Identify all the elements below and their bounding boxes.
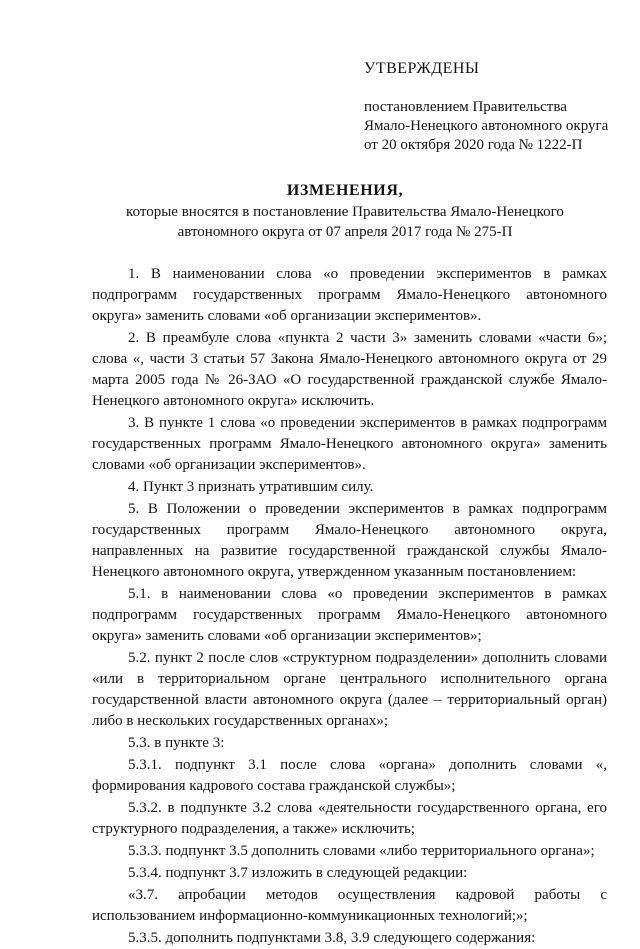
paragraph: 5.3.2. в подпункте 3.2 слова «деятельности государственного органа, его структурного подразделения, а также» исключить;: [92, 800, 607, 837]
document-title: ИЗМЕНЕНИЯ,: [286, 182, 404, 199]
paragraph: 5.3.5. дополнить подпунктами 3.8, 3.9 следующего содержания:: [128, 930, 536, 946]
approval-block: [364, 58, 624, 155]
paragraph: 5.3. в пункте 3:: [128, 735, 225, 751]
paragraph: 5.2. пункт 2 после слов «структурном подразделении» дополнить словами «или в территориальном органе центрального исполнительного органа государственной власти автономного округа (далее – территориальный орган) либо в нескольких государственных органах»;: [92, 650, 607, 729]
title-block: [60, 180, 630, 242]
approval-heading: УТВЕРЖДЕНЫ: [364, 60, 480, 77]
paragraph: 5.3.3. подпункт 3.5 дополнить словами «либо территориального органа»;: [128, 843, 595, 859]
document-subtitle: автономного округа от 07 апреля 2017 года № 275-П: [177, 224, 513, 240]
paragraph: 5.3.1. подпункт 3.1 после слова «органа» дополнить словами «, формирования кадрового состава гражданской службы»;: [92, 757, 607, 794]
paragraph: «3.7. апробации методов осуществления кадровой работы с использованием информационно-коммуникационных технологий;»;: [92, 887, 607, 924]
paragraph: 1. В наименовании слова «о проведении экспериментов в рамках подпрограмм государственных программ Ямало-Ненецкого автономного округа» заменить словами «об организации экспериментов».: [92, 266, 607, 324]
paragraph: 5.1. в наименовании слова «о проведении экспериментов в рамках подпрограмм государственных программ Ямало-Ненецкого автономного округа» заменить словами «об организации экспериментов»;: [92, 586, 607, 644]
document-subtitle: которые вносятся в постановление Правительства Ямало-Ненецкого: [126, 204, 564, 220]
paragraph: 5.3.4. подпункт 3.7 изложить в следующей редакции:: [128, 865, 468, 881]
paragraph: 3. В пункте 1 слова «о проведении экспериментов в рамках подпрограмм государственных программ Ямало-Ненецкого автономного округа» заменить словами «об организации экспериментов».: [92, 415, 607, 473]
paragraph: 2. В преамбуле слова «пункта 2 части 3» заменить словами «части 6»; слова «, части 3 статьи 57 Закона Ямало-Ненецкого автономного округа от 29 марта 2005 года № 26-ЗАО «О государственной гражданской службе Ямало-Ненецкого автономного округа» исключить.: [92, 330, 607, 409]
document-body: [92, 264, 607, 949]
approval-line: от 20 октября 2020 года № 1222-П: [364, 137, 583, 153]
approval-line: постановлением Правительства: [364, 99, 567, 115]
paragraph: 5. В Положении о проведении экспериментов в рамках подпрограмм государственных программ Ямало-Ненецкого автономного округа, направленных на развитие государственной гражданской службы Ямало-Ненецкого автономного округа, утвержденном указанным постановлением:: [92, 501, 607, 580]
paragraph: 4. Пункт 3 признать утратившим силу.: [128, 479, 374, 495]
approval-line: Ямало-Ненецкого автономного округа: [364, 118, 609, 134]
